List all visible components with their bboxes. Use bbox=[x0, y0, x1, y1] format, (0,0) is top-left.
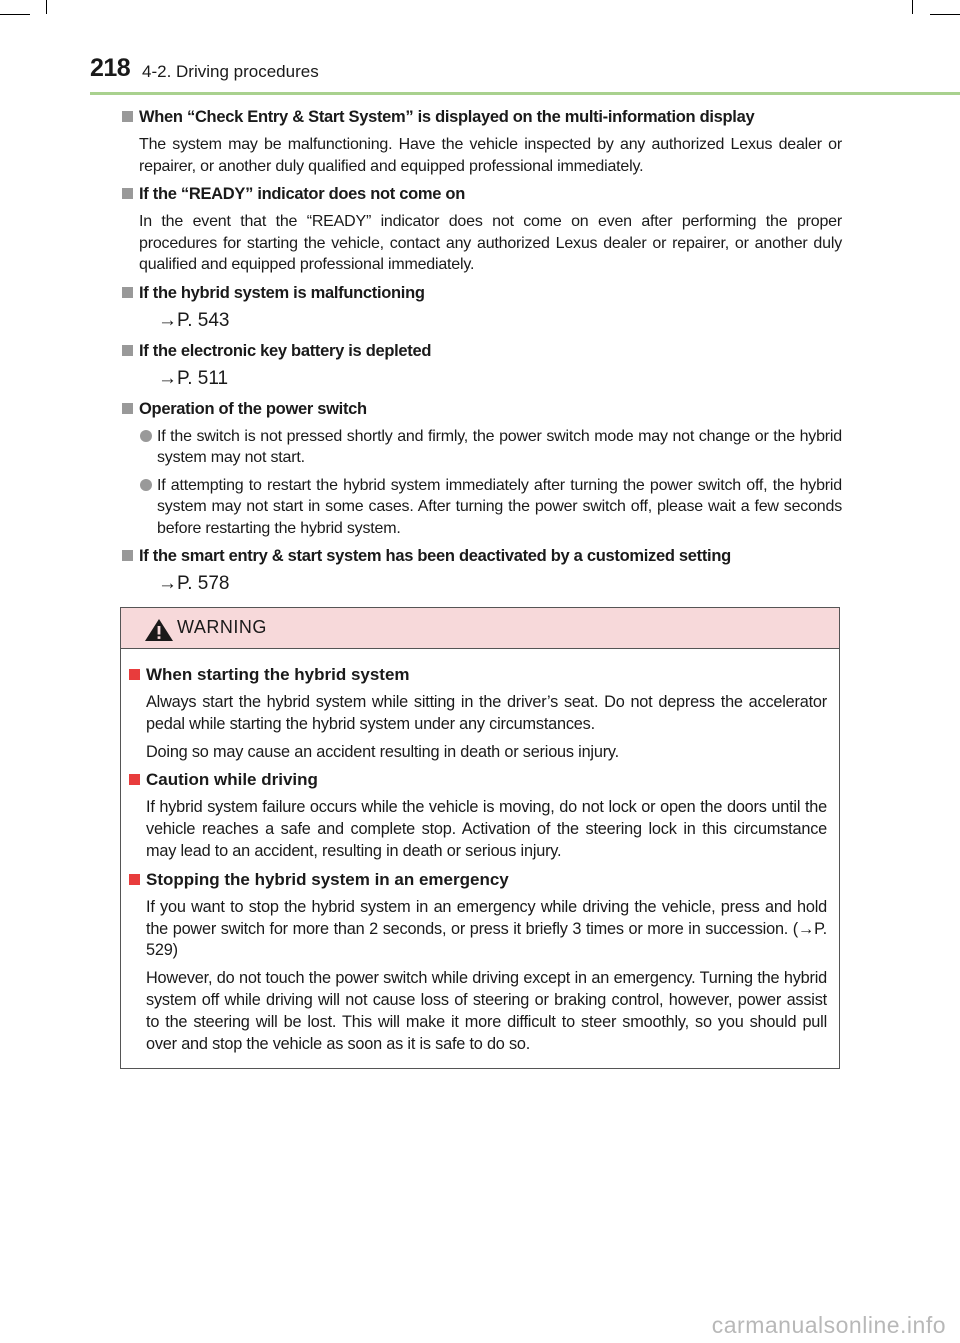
warning-item-heading: When starting the hybrid system bbox=[127, 664, 827, 686]
square-bullet-icon bbox=[122, 188, 133, 199]
warning-text: If you want to stop the hybrid system in an emergency while driving the vehicle, press and hold the power switch for more than 2 seconds, or press it briefly 3 times or more in succession. (→P. 529) bbox=[146, 897, 827, 960]
section-heading: When “Check Entry & Start System” is displayed on the multi-information display bbox=[120, 106, 842, 128]
warning-body bbox=[127, 664, 827, 1061]
page-header bbox=[90, 54, 960, 94]
page-reference-link[interactable]: →P. 578 bbox=[158, 573, 230, 594]
warning-text: If hybrid system failure occurs while the vehicle is moving, do not lock or open the doors until the vehicle reaches a safe and complete stop. Activation of the steering lock in this circumstance may lead to an accident, resulting in death or serious injury. bbox=[146, 798, 827, 860]
page-reference-link[interactable]: →P. 511 bbox=[158, 367, 229, 389]
section-heading: If the hybrid system is malfunctioning bbox=[120, 282, 842, 304]
header-rule bbox=[90, 92, 960, 95]
warning-item-heading: Stopping the hybrid system in an emergency bbox=[127, 869, 827, 891]
section-text: In the event that the “READY” indicator does not come on even after performing the proper procedures for starting the vehicle, contact any authorized Lexus dealer or repairer, or another duly qualified and equipped professional immediately. bbox=[139, 213, 842, 273]
warning-text: Always start the hybrid system while sitting in the driver’s seat. Do not depress the accelerator pedal while starting the hybrid system under any circumstances. bbox=[146, 693, 827, 733]
warning-header bbox=[121, 608, 839, 649]
warning-triangle-icon bbox=[144, 618, 174, 642]
main-content bbox=[120, 106, 842, 603]
crop-mark bbox=[930, 14, 960, 15]
section-heading: Operation of the power switch bbox=[120, 398, 842, 420]
warning-box bbox=[120, 607, 840, 1069]
section-heading: If the “READY” indicator does not come on bbox=[120, 183, 842, 205]
watermark-text: carmanualsonline.info bbox=[711, 1312, 946, 1338]
section-text: The system may be malfunctioning. Have the vehicle inspected by any authorized Lexus dealer or repairer, or another duly qualified and equipped professional immediately. bbox=[139, 136, 842, 175]
page-reference-link[interactable]: →P. 543 bbox=[158, 309, 230, 331]
page-number: 218 bbox=[90, 54, 131, 82]
crop-mark bbox=[912, 0, 913, 14]
square-bullet-icon bbox=[122, 111, 133, 122]
warning-item-heading: Caution while driving bbox=[127, 769, 827, 791]
section-heading: If the smart entry & start system has been deactivated by a customized setting bbox=[120, 545, 842, 567]
red-square-bullet-icon bbox=[129, 874, 140, 885]
crop-mark bbox=[46, 0, 47, 14]
square-bullet-icon bbox=[122, 287, 133, 298]
section-heading: If the electronic key battery is depleted bbox=[120, 340, 842, 362]
warning-text: However, do not touch the power switch while driving except in an emergency. Turning the hybrid system off while driving will not cause loss of steering or braking control, however, power assist to the steering will be lost. This will make it more difficult to steer smoothly, so you should pull over and stop the vehicle as soon as it is safe to do so. bbox=[146, 969, 827, 1053]
circle-bullet-icon bbox=[140, 430, 152, 442]
crop-mark bbox=[0, 14, 30, 15]
red-square-bullet-icon bbox=[129, 669, 140, 680]
bullet-item: If attempting to restart the hybrid system immediately after turning the power switch off, the hybrid system may not start in some cases. After turning the power switch off, please wait a few seconds before restarting the hybrid system. bbox=[120, 475, 842, 540]
warning-title: WARNING bbox=[177, 617, 267, 637]
square-bullet-icon bbox=[122, 403, 133, 414]
square-bullet-icon bbox=[122, 345, 133, 356]
red-square-bullet-icon bbox=[129, 774, 140, 785]
section-title: 4-2. Driving procedures bbox=[142, 62, 319, 81]
circle-bullet-icon bbox=[140, 479, 152, 491]
bullet-item: If the switch is not pressed shortly and firmly, the power switch mode may not change or the hybrid system may not start. bbox=[120, 426, 842, 469]
square-bullet-icon bbox=[122, 550, 133, 561]
warning-text: Doing so may cause an accident resulting in death or serious injury. bbox=[146, 742, 619, 761]
